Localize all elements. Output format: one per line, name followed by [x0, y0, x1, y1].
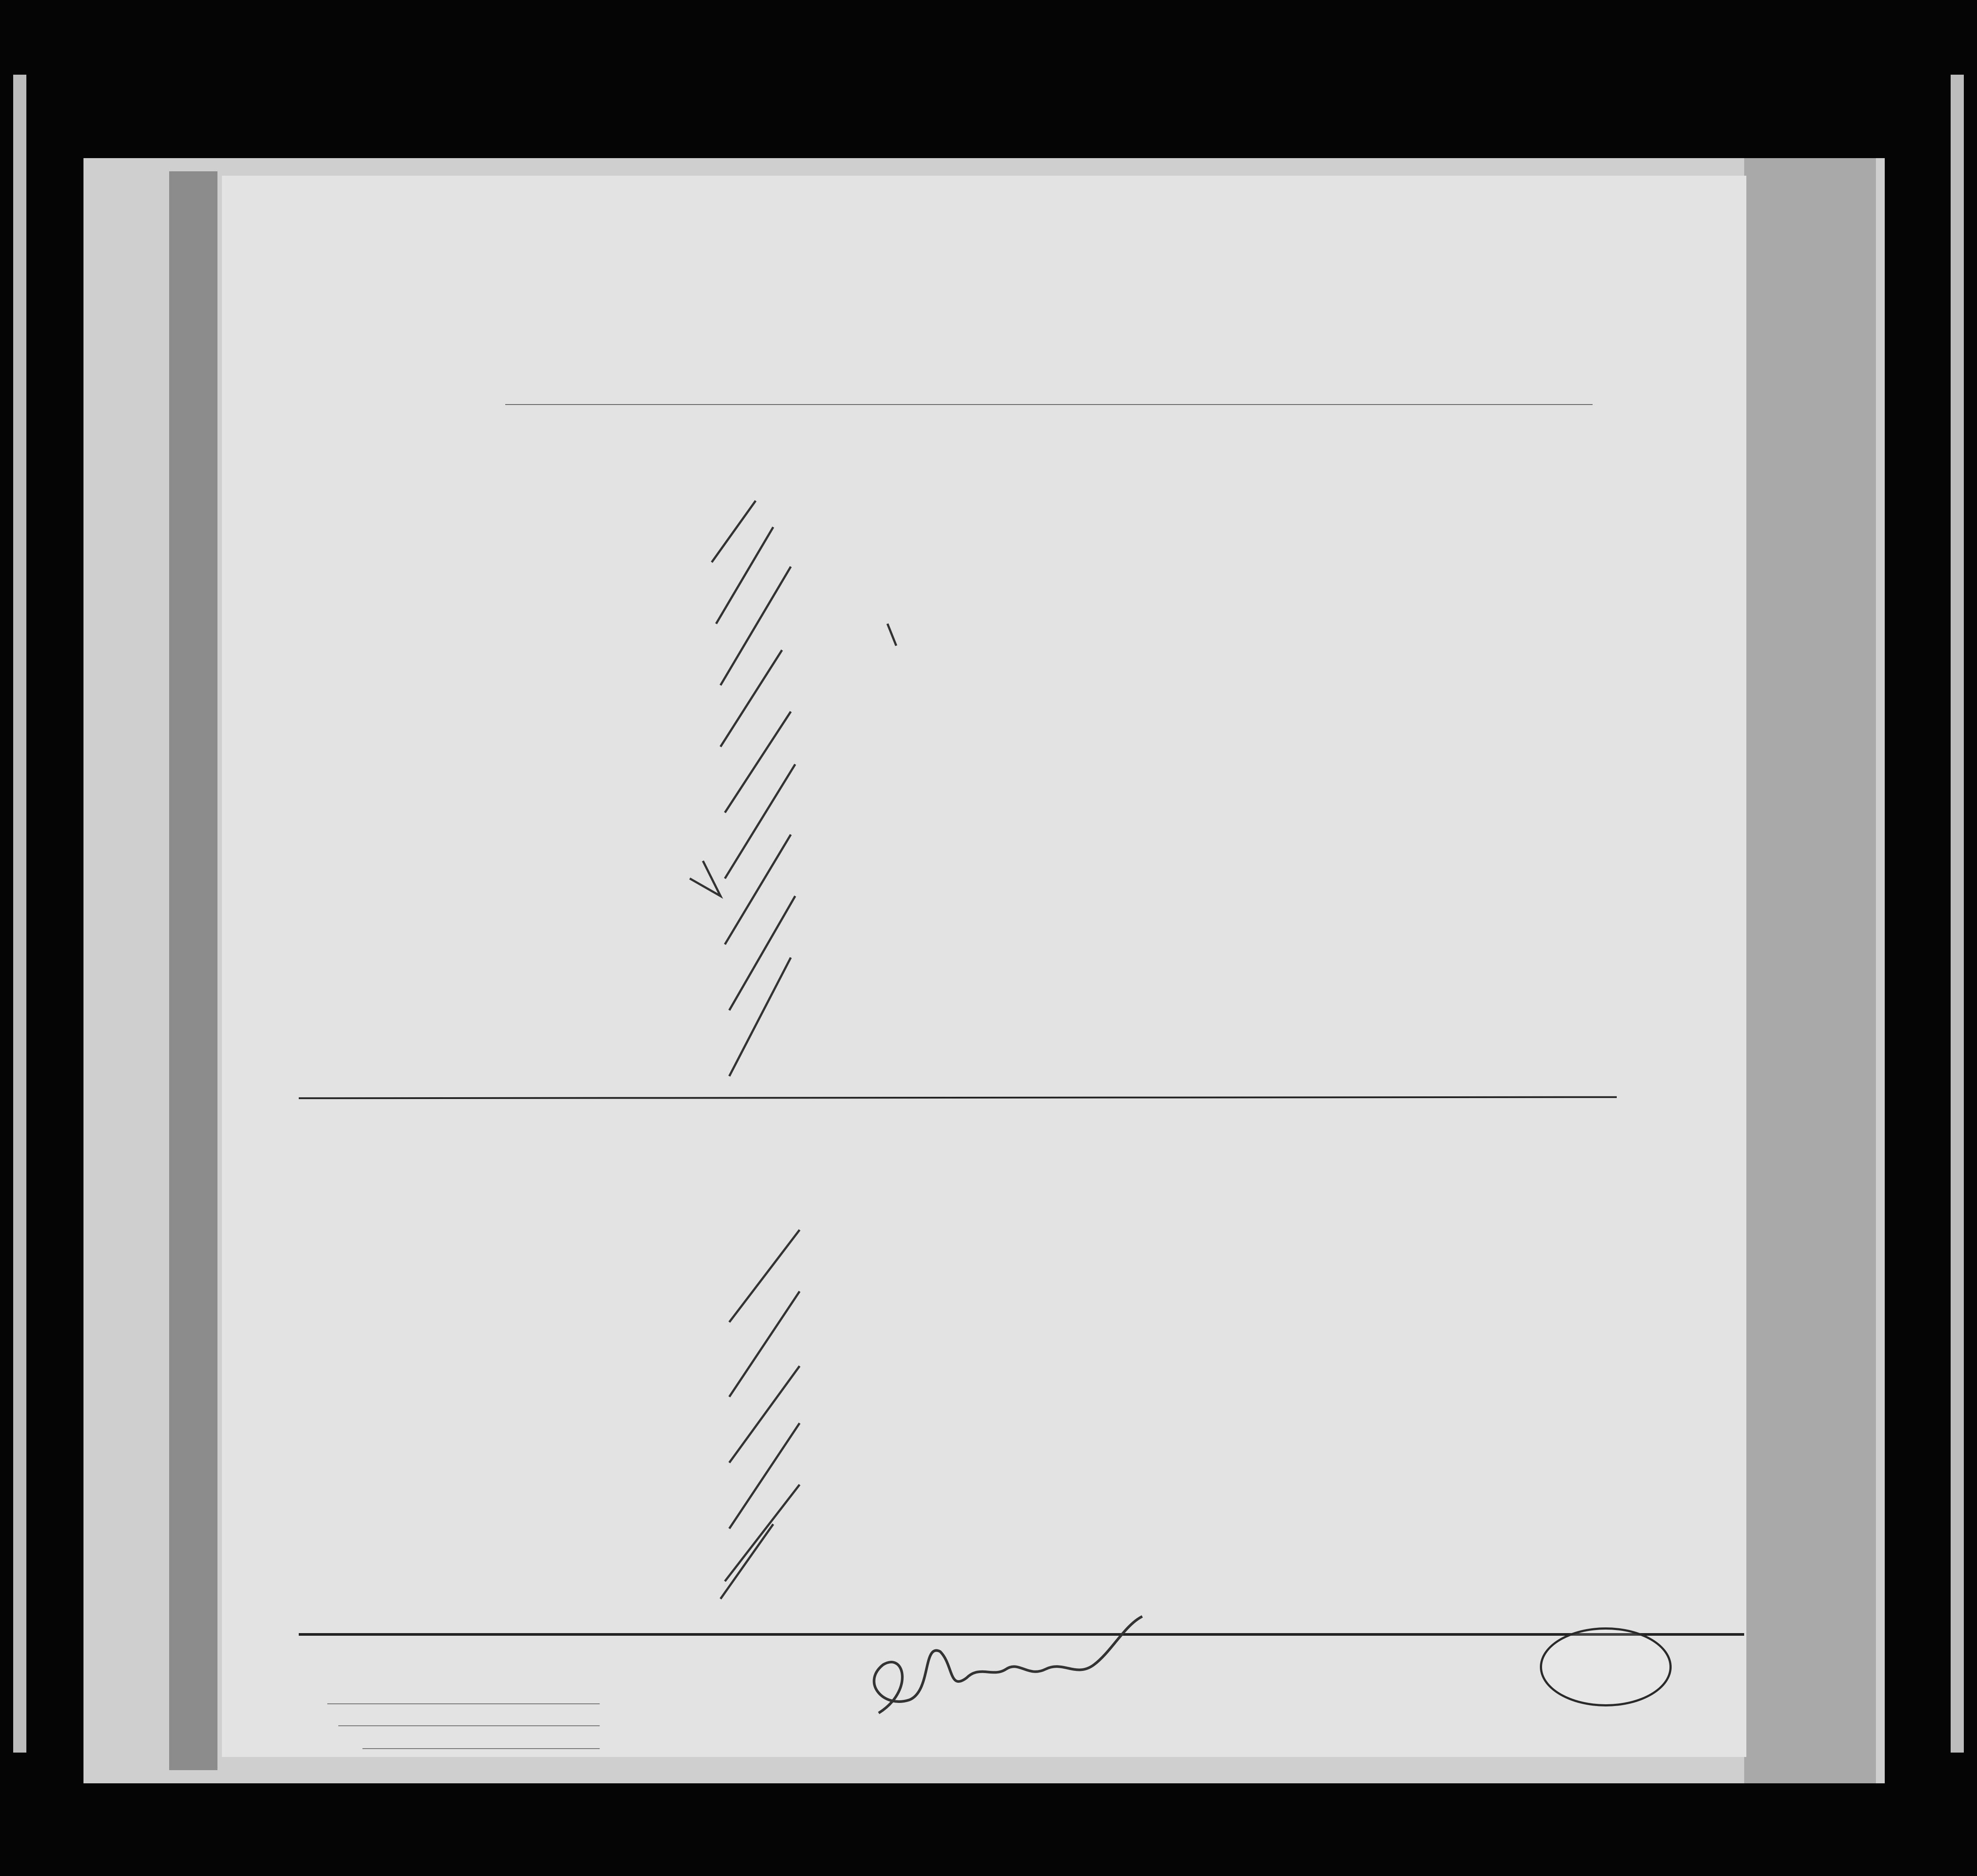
line-rule: [327, 1703, 600, 1704]
owners-rule: [338, 1725, 600, 1726]
inspector-signature: [874, 1616, 1142, 1713]
local-agents-rule: [362, 1748, 600, 1749]
office-stamp: [1540, 1627, 1672, 1706]
